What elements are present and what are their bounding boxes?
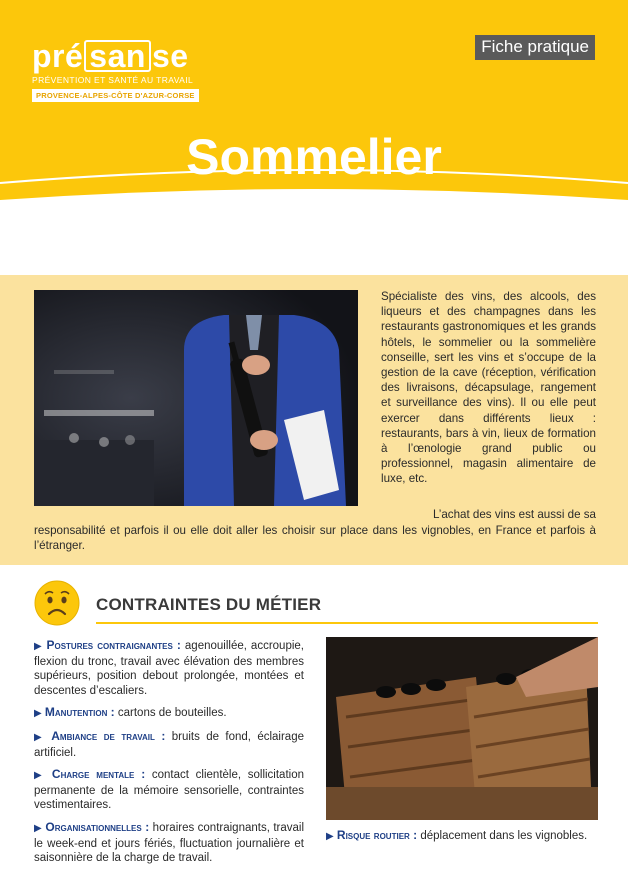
item-label: Risque routier : (336, 828, 418, 842)
page-title: Sommelier (186, 129, 442, 185)
worried-face-icon (34, 580, 80, 626)
item-text: bruits de fond, éclairage artificiel. (34, 730, 304, 759)
item-label: Manutention : (44, 705, 115, 720)
contraintes-list (34, 638, 304, 873)
list-item (34, 638, 304, 698)
item-text: horaires contraignants, travail le week-end et jours fériés, fluctuation journalière et saisonnière de la charge de travail. (34, 821, 304, 865)
logo-part-pre: pré (32, 38, 84, 74)
intro-paragraph-continued-first-line: L’achat des vins est aussi de sa (432, 508, 596, 521)
item-text: déplacement dans les vignobles. (417, 830, 588, 842)
item-text: contact clientèle, sollicitation permanente de la mémoire sensorielle, contraintes vestimentaires. (34, 769, 304, 812)
list-item (34, 820, 304, 866)
presanse-logo (32, 40, 199, 103)
sommelier-photo (34, 290, 358, 506)
sommelier-illustration (34, 290, 358, 506)
arrow-right-icon: ▶ (34, 770, 46, 782)
item-text: cartons de bouteilles. (114, 707, 227, 720)
logo-tagline: PRÉVENTION ET SANTÉ AU TRAVAIL (32, 75, 194, 85)
arrow-right-icon: ▶ (326, 831, 334, 842)
item-label: Postures contraignantes : (46, 638, 181, 652)
arrow-right-icon: ▶ (34, 731, 45, 743)
intro-paragraph-continued (34, 507, 596, 554)
wine-crate-photo (326, 637, 598, 820)
wine-crate-illustration (326, 637, 598, 820)
intro-section (0, 275, 628, 565)
logo-wordmark (32, 40, 199, 72)
risque-routier-item (326, 828, 598, 845)
list-item (34, 705, 304, 722)
logo-part-san: san (84, 40, 151, 72)
section-title-contraintes: CONTRAINTES DU MÉTIER (96, 595, 322, 614)
intro-paragraph-continued-rest: responsabilité et parfois il ou elle doit aller les choisir sur place dans les vignobles, en France et parfois à l’étranger. (34, 523, 596, 553)
item-text: agenouillée, accroupie, flexion du tronc, travail avec élévation des membres supérieurs, position debout prolongée, montées et descentes d’escaliers. (34, 640, 304, 697)
header-banner (0, 0, 628, 238)
arrow-right-icon: ▶ (34, 708, 42, 720)
item-label: Charge mentale : (51, 767, 146, 782)
section-title-underline (96, 622, 598, 624)
fiche-pratique-badge: Fiche pratique (475, 35, 595, 60)
list-item (34, 729, 304, 760)
item-label: Organisationnelles : (45, 819, 150, 834)
intro-paragraph: Spécialiste des vins, des alcools, des liqueurs et des champagnes dans les restaurants gastronomiques et les grands hôtels, le sommelier ou la sommelière conseille, sert les vins et s’occupe de la gestion de la cave (réception, vérification des livraisons, décapsulage, rangement et surveillance des vins). Il ou elle peut exercer dans différents lieux : restaurants, bars à vin, lieux de formation à l’œnologie grand public ou professionnel, magasin alimentaire de luxe, etc. (381, 290, 596, 486)
logo-part-se: se (151, 38, 189, 74)
arrow-right-icon: ▶ (34, 641, 43, 652)
list-item (34, 767, 304, 813)
logo-region: PROVENCE-ALPES-CÔTE D'AZUR-CORSE (32, 89, 199, 102)
item-label: Ambiance de travail : (51, 728, 166, 743)
arrow-right-icon: ▶ (34, 822, 42, 834)
